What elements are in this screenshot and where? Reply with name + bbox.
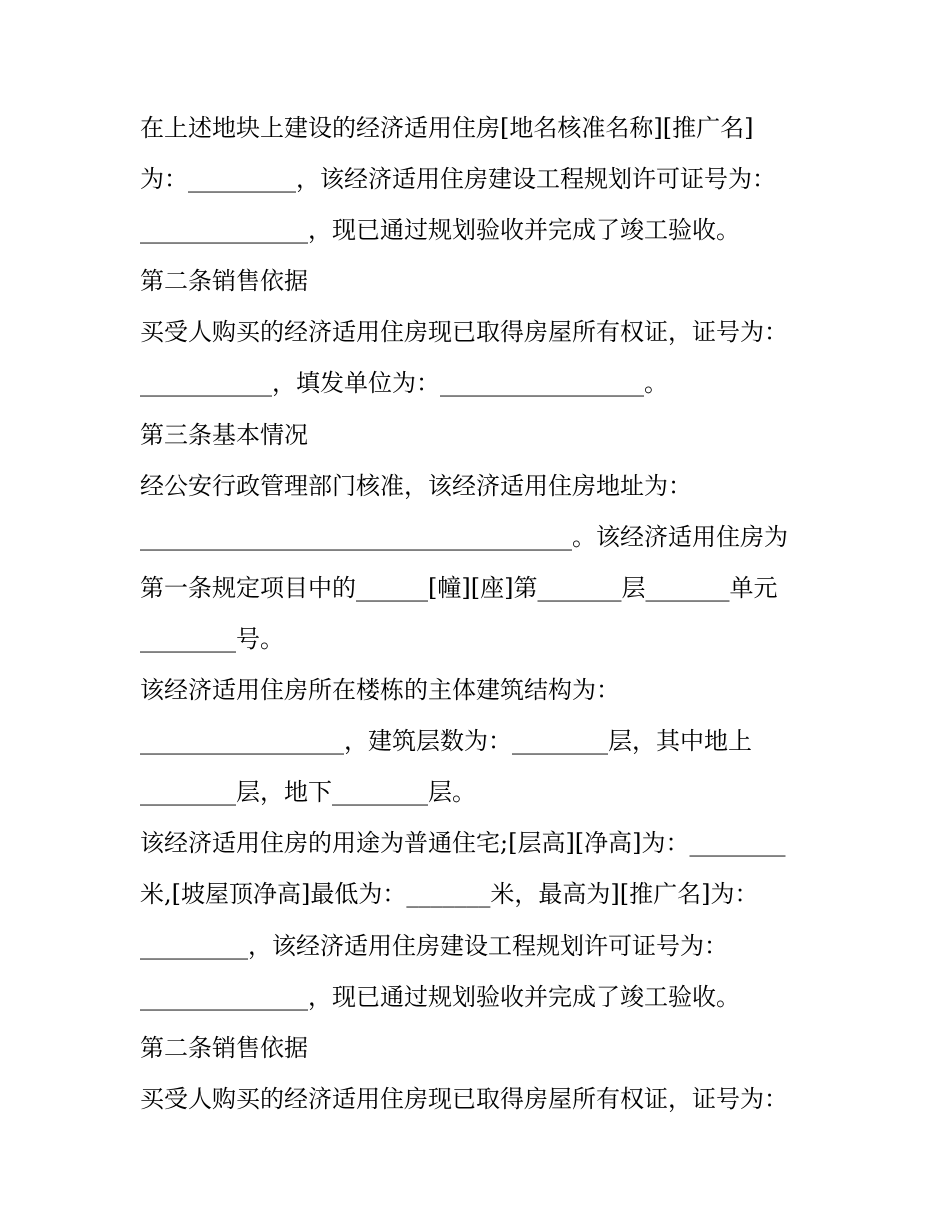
text-line-8: 经公安行政管理部门核准，该经济适用住房地址为：: [140, 471, 692, 500]
text-line-12: 该经济适用住房所在楼栋的主体建筑结构为：: [140, 676, 620, 705]
text-line-1: 在上述地块上建设的经济适用住房[地名核准名称][推广名]: [140, 114, 754, 142]
text-line-6: ___________，填发单位为：_________________。: [140, 369, 668, 398]
text-line-17: _________，该经济适用住房建设工程规划许可证号为：: [140, 931, 728, 960]
text-line-13: _________________，建筑层数为：________层，其中地上: [140, 727, 752, 756]
section-heading-sales-basis-repeat: 第二条销售依据: [140, 1033, 308, 1062]
document-body: [140, 103, 840, 1125]
text-line-5: 买受人购买的经济适用住房现已取得房屋所有权证，证号为：: [140, 318, 788, 347]
text-line-11: ________号。: [140, 624, 284, 653]
text-line-15: 该经济适用住房的用途为普通住宅;[层高][净高]为：________: [140, 829, 786, 858]
text-line-14: ________层，地下________层。: [140, 778, 476, 807]
section-heading-sales-basis: 第二条销售依据: [140, 267, 308, 296]
text-line-2: 为：_________，该经济适用住房建设工程规划许可证号为：: [140, 165, 776, 194]
text-line-3: ______________，现已通过规划验收并完成了竣工验收。: [140, 216, 740, 245]
text-line-16: 米,[坡屋顶净高]最低为：_______米，最高为][推广名]为：: [140, 880, 759, 909]
text-line-9: ____________________________________。该经济适用住房为: [140, 522, 788, 551]
text-line-20: 买受人购买的经济适用住房现已取得房屋所有权证，证号为：: [140, 1084, 788, 1113]
text-line-10: 第一条规定项目中的______[幢][座]第_______层_______单元: [140, 573, 778, 602]
section-heading-basic-info: 第三条基本情况: [140, 420, 308, 449]
text-line-18: ______________，现已通过规划验收并完成了竣工验收。: [140, 982, 740, 1011]
